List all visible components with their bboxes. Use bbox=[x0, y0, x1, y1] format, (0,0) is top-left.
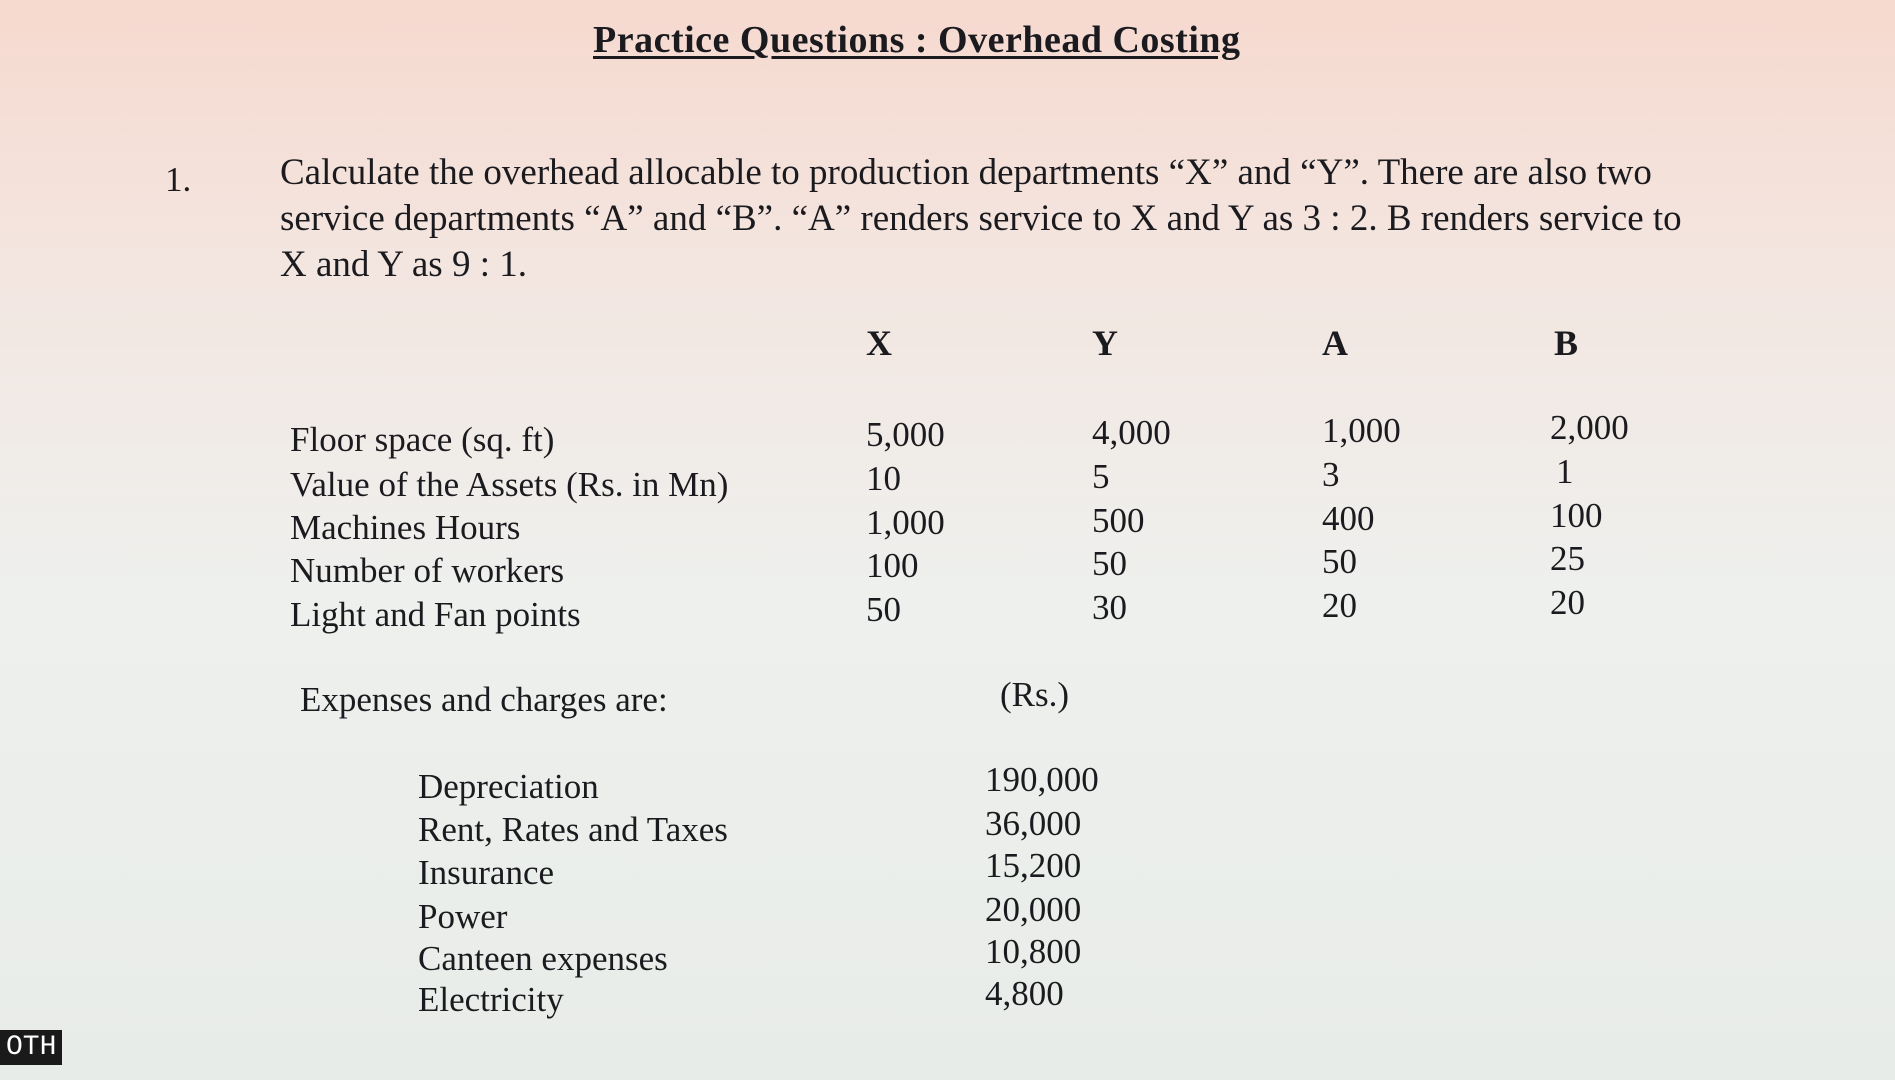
question-text: Calculate the overhead allocable to production departments “X” and “Y”. There are also two service departments “A” and “B”. “A” renders service to X and Y as 3 : 2. B renders service to X and Y as 9 : 1. bbox=[280, 152, 1682, 285]
expense-label-electricity: Electricity bbox=[418, 980, 564, 1019]
table-cell: 500 bbox=[1092, 501, 1145, 540]
column-header-x: X bbox=[866, 323, 892, 363]
expense-amount: 15,200 bbox=[985, 846, 1082, 885]
page-title: Practice Questions : Overhead Costing bbox=[593, 19, 1241, 61]
row-label-number-of-workers: Number of workers bbox=[290, 551, 565, 590]
table-cell: 50 bbox=[1322, 542, 1357, 581]
expense-amount: 4,800 bbox=[985, 974, 1064, 1013]
table-cell: 20 bbox=[1550, 583, 1585, 622]
table-cell: 2,000 bbox=[1550, 408, 1629, 447]
table-cell: 3 bbox=[1322, 455, 1340, 494]
expense-label-power: Power bbox=[418, 897, 508, 936]
expense-amount: 20,000 bbox=[985, 890, 1082, 929]
table-cell: 1 bbox=[1556, 452, 1574, 491]
table-cell: 5,000 bbox=[866, 415, 945, 454]
expenses-unit-label: (Rs.) bbox=[1000, 675, 1070, 714]
table-cell: 20 bbox=[1322, 586, 1357, 625]
expense-label-rent: Rent, Rates and Taxes bbox=[418, 810, 728, 849]
question-number: 1. bbox=[165, 160, 192, 199]
row-label-light-and-fan-points: Light and Fan points bbox=[290, 595, 581, 634]
table-cell: 50 bbox=[866, 590, 901, 629]
expense-amount: 190,000 bbox=[985, 760, 1099, 799]
table-cell: 100 bbox=[1550, 496, 1603, 535]
expense-label-depreciation: Depreciation bbox=[418, 767, 599, 806]
column-header-y: Y bbox=[1092, 323, 1118, 363]
expense-label-insurance: Insurance bbox=[418, 853, 555, 892]
table-cell: 1,000 bbox=[1322, 411, 1401, 450]
row-label-value-of-assets: Value of the Assets (Rs. in Mn) bbox=[290, 465, 729, 504]
row-label-machine-hours: Machines Hours bbox=[290, 508, 521, 547]
expense-label-canteen: Canteen expenses bbox=[418, 939, 668, 978]
table-cell: 400 bbox=[1322, 499, 1375, 538]
corner-text: OTH bbox=[0, 1030, 62, 1065]
table-cell: 100 bbox=[866, 546, 919, 585]
table-cell: 50 bbox=[1092, 544, 1127, 583]
table-cell: 4,000 bbox=[1092, 413, 1171, 452]
column-header-a: A bbox=[1322, 323, 1348, 363]
column-header-b: B bbox=[1554, 323, 1579, 363]
table-cell: 25 bbox=[1550, 539, 1585, 578]
table-cell: 30 bbox=[1092, 588, 1127, 627]
expense-amount: 36,000 bbox=[985, 804, 1082, 843]
table-cell: 5 bbox=[1092, 457, 1110, 496]
table-cell: 10 bbox=[866, 459, 901, 498]
expenses-heading: Expenses and charges are: bbox=[300, 680, 668, 719]
expense-amount: 10,800 bbox=[985, 932, 1082, 971]
row-label-floor-space: Floor space (sq. ft) bbox=[290, 420, 555, 459]
table-cell: 1,000 bbox=[866, 503, 945, 542]
